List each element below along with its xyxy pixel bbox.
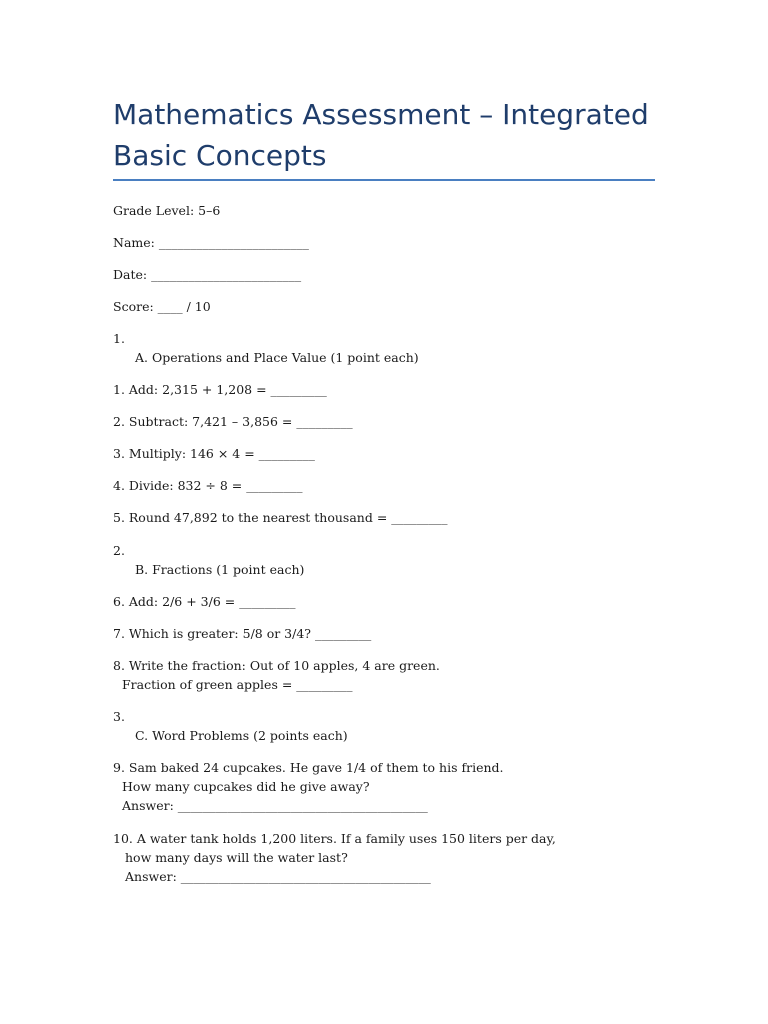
question-10-answer: Answer: ________________________________________ bbox=[125, 869, 431, 884]
grade-level: Grade Level: 5–6 bbox=[113, 203, 221, 218]
title-underline bbox=[113, 179, 655, 181]
page-title: Mathematics Assessment – Integrated Basic Concepts bbox=[113, 98, 649, 172]
score-field: Score: ____ / 10 bbox=[113, 299, 211, 314]
question-6: 6. Add: 2/6 + 3/6 = _________ bbox=[113, 594, 296, 609]
section-heading-b: B. Fractions (1 point each) bbox=[135, 562, 305, 577]
date-field: Date: ________________________ bbox=[113, 267, 302, 282]
section-heading-c: C. Word Problems (2 points each) bbox=[135, 728, 348, 743]
question-10-prompt: how many days will the water last? bbox=[125, 850, 348, 865]
section-number-3: 3. bbox=[113, 709, 125, 724]
question-4: 4. Divide: 832 ÷ 8 = _________ bbox=[113, 478, 303, 493]
question-5: 5. Round 47,892 to the nearest thousand = _________ bbox=[113, 510, 448, 525]
question-9-answer: Answer: ________________________________________ bbox=[122, 798, 428, 813]
question-3: 3. Multiply: 146 × 4 = _________ bbox=[113, 446, 315, 461]
question-9: 9. Sam baked 24 cupcakes. He gave 1/4 of them to his friend. bbox=[113, 760, 504, 775]
question-7: 7. Which is greater: 5/8 or 3/4? _________ bbox=[113, 626, 372, 641]
question-1: 1. Add: 2,315 + 1,208 = _________ bbox=[113, 382, 327, 397]
section-number-1: 1. bbox=[113, 331, 125, 346]
question-10: 10. A water tank holds 1,200 liters. If a family uses 150 liters per day, bbox=[113, 831, 556, 846]
question-2: 2. Subtract: 7,421 – 3,856 = _________ bbox=[113, 414, 353, 429]
question-9-prompt: How many cupcakes did he give away? bbox=[122, 779, 370, 794]
section-number-2: 2. bbox=[113, 543, 125, 558]
section-heading-a: A. Operations and Place Value (1 point each) bbox=[135, 350, 419, 365]
question-8-answer: Fraction of green apples = _________ bbox=[122, 677, 353, 692]
name-field: Name: ________________________ bbox=[113, 235, 309, 250]
question-8: 8. Write the fraction: Out of 10 apples, 4 are green. bbox=[113, 658, 440, 673]
